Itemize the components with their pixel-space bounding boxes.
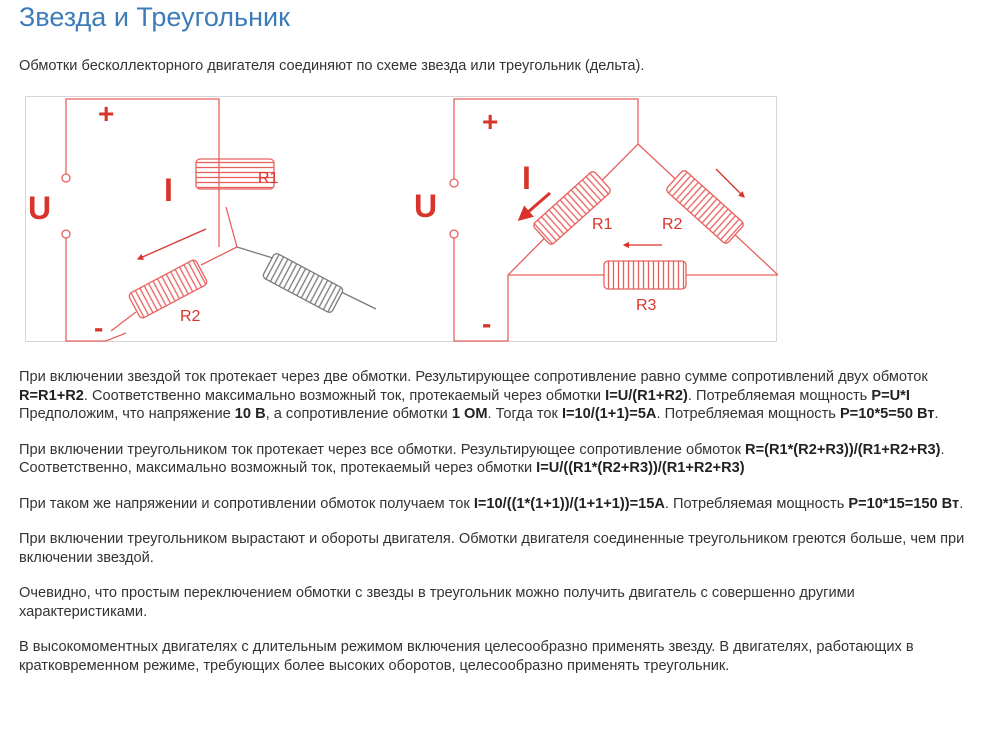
paragraph-delta: При включении треугольником ток протекает через все обмотки. Результирующее сопротивление обмоток R=(R1*(R2+R3))/(R1+R2+R3). Соответственно, максимально возможный ток, протекаемый через обмотки I=U/((R1*(R2+R3))/(R1+R2+R3): [19, 441, 945, 476]
star-minus-label: -: [94, 312, 104, 343]
star-voltage-label: U: [28, 190, 52, 226]
delta-bottom-wire: [454, 237, 508, 341]
delta-r3-coil: [604, 261, 686, 289]
star-r3-coil-inactive: [262, 252, 344, 313]
page-title: Звезда и Треугольник: [19, 2, 290, 32]
delta-r1-coil: [532, 170, 612, 246]
star-r2-lead-lower: [111, 312, 136, 331]
paragraph-star: При включении звездой ток протекает через две обмотки. Результирующее сопротивление равно сумме сопротивлений двух обмоток R=R1+R2. Соответственно максимально возможный ток, протекаемый через обмотки I=U/(R1+R2). Потребляемая мощность P=U*I Предположим, что напряжение 10 В, а сопротивление обмотки 1 ОМ. Тогда ток I=10/(1+1)=5А. Потребляемая мощность P=10*5=50 Вт.: [19, 369, 939, 422]
paragraph-delta-result: При таком же напряжении и сопротивлении обмоток получаем ток I=10/((1*(1+1))/(1+1+1))=15А. Потребляемая мощность P=10*15=150 Вт.: [19, 495, 964, 512]
star-current-arrow: [138, 229, 206, 259]
paragraph-conclusion: В высокомоментных двигателях с длительным режимом включения целесообразно применять звезду. В двигателях, работающих в кратковременном режиме, требующих более высоких оборотов, целесообразно применять треугольник.: [19, 639, 914, 674]
delta-terminal-top: [450, 179, 458, 187]
delta-r3-label: R3: [636, 297, 657, 314]
star-r1-label: R1: [258, 170, 279, 187]
star-r1-lead: [226, 207, 237, 247]
star-r2-lead: [201, 247, 237, 265]
delta-terminal-bottom: [450, 230, 458, 238]
star-r3-lead: [237, 247, 276, 259]
wiring-diagram-svg: [26, 97, 778, 343]
star-diagram: [28, 98, 376, 343]
delta-r1-label: R1: [592, 216, 613, 233]
delta-r2-arrow: [716, 169, 744, 197]
intro-text: Обмотки бесколлекторного двигателя соединяют по схеме звезда или треугольник (дельта).: [19, 58, 645, 74]
delta-current-label: I: [522, 160, 531, 196]
wiring-diagram: [25, 96, 777, 342]
star-current-label: I: [164, 172, 173, 208]
star-terminal-bottom: [62, 230, 70, 238]
star-r2-label: R2: [180, 308, 201, 325]
paragraph-switching: Очевидно, что простым переключением обмотки с звезды в треугольник можно получить двигатель с совершенно другими характеристиками.: [19, 585, 855, 620]
delta-plus-label: +: [482, 106, 499, 137]
delta-diagram: [414, 99, 778, 341]
star-terminal-top: [62, 174, 70, 182]
delta-r2-coil: [665, 169, 745, 245]
star-plus-label: +: [98, 98, 115, 129]
article-body: [19, 368, 969, 692]
delta-minus-label: -: [482, 308, 492, 339]
paragraph-rpm: При включении треугольником вырастают и обороты двигателя. Обмотки двигателя соединенные треугольником греются больше, чем при включении звездой.: [19, 531, 965, 566]
delta-voltage-label: U: [414, 188, 438, 224]
delta-r2-label: R2: [662, 216, 683, 233]
